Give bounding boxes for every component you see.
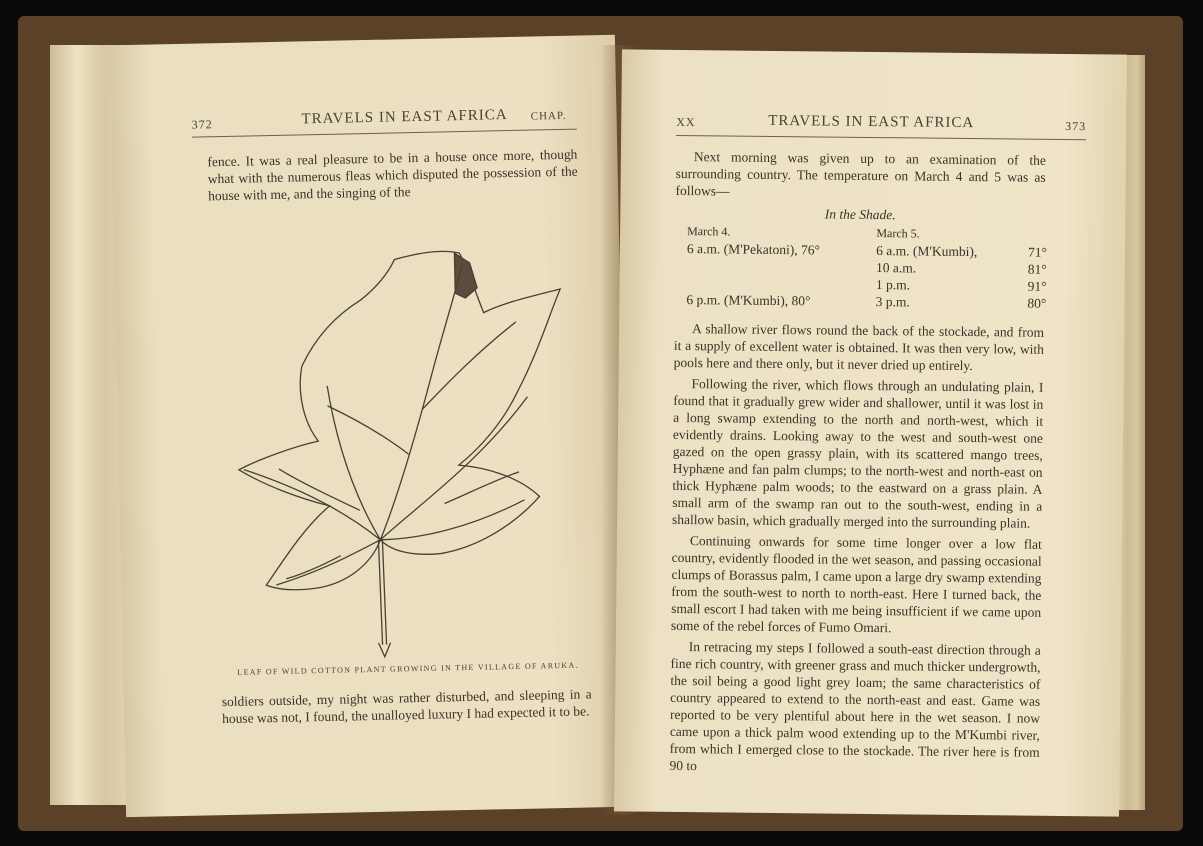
intro-paragraph: Next morning was given up to an examination of the surrounding country. The temperature on March 4 and 5 was as follows—: [675, 149, 1046, 199]
right-chapter-tag: XX: [676, 114, 696, 130]
right-page-number: 373: [1065, 119, 1087, 134]
table-cell: 81°: [1027, 261, 1047, 277]
left-text-bottom: soldiers outside, my night was rather disturbed, and sleeping in a house was not, I found, the unalloyed luxury I had expected it to be.: [221, 686, 592, 727]
table-cell: 6 p.m. (M'Kumbi), 80°: [686, 292, 811, 309]
right-page: [614, 49, 1127, 816]
body-paragraph: Following the river, which flows through an undulating plain, I found that it gradually grew wider and shallower, until it was lost in a long swamp extending to the north and north-west, which it evidently drains. Looking away to the west and south-west one gazed on the open grassy plain, with its scattered mango trees, Hyphæne and fan palm clumps; to the north-west and north-east on thick Hyphæne palm woods; to the eastward on a grass plain. A small arm of the swamp ran out to the south-west, ending in a shallow basin, which gradually merged into the surrounding plain.: [672, 376, 1044, 531]
left-page: [110, 35, 631, 817]
body-paragraph: A shallow river flows round the back of the stockade, and from it a supply of excellent water is obtained. It was then very low, with pools here and there only, but it never dried up entirely.: [673, 321, 1045, 374]
table-cell: 71°: [1027, 244, 1047, 260]
left-page-number: 372: [191, 117, 213, 132]
left-chapter-tag: CHAP.: [530, 109, 567, 123]
table-title: In the Shade.: [824, 206, 896, 223]
right-text: [669, 148, 1046, 778]
table-row: [686, 291, 1046, 312]
table-cell: 80°: [1027, 295, 1047, 311]
cotton-leaf-illustration: [213, 200, 593, 668]
table-header-march5: March 5.: [876, 226, 920, 241]
body-paragraph: In retracing my steps I followed a south-east direction through a fine rich country, with greener grass and much thicker undergrowth, the soil being a good light grey loam; the same characteristics of country appeared to extend to the north-east and east. Game was reported to be very plentiful about here in the wet season. I now came upon a thick palm wood extending up to the M'Kumbi river, from which I emerged close to the stockade. The river here is from 90 to: [669, 639, 1041, 774]
right-running-title: TRAVELS IN EAST AFRICA: [768, 112, 975, 132]
table-header-march4: March 4.: [687, 224, 731, 239]
temperature-table: [686, 223, 1047, 312]
table-cell: [686, 274, 875, 293]
figure-caption: LEAF OF WILD COTTON PLANT GROWING IN THE VILLAGE OF ARUKA.: [237, 660, 579, 677]
table-cell: 1 p.m.: [875, 277, 911, 293]
table-cell: 3 p.m.: [875, 294, 910, 310]
right-running-header: [676, 112, 1086, 138]
table-cell: 10 a.m.: [875, 260, 917, 276]
table-cell: [687, 257, 876, 276]
left-text-top: fence. It was a real pleasure to be in a house once more, though what with the numerous fleas which disputed the possession of the house with me, and the singing of the: [207, 146, 578, 204]
left-running-title: TRAVELS IN EAST AFRICA: [301, 107, 508, 128]
table-cell: 6 a.m. (M'Pekatoni), 76°: [686, 241, 821, 258]
table-cell: 91°: [1027, 278, 1047, 294]
left-running-header: [191, 105, 586, 135]
table-cell: 6 a.m. (M'Kumbi),: [876, 243, 978, 260]
body-paragraph: Continuing onwards for some time longer over a low flat country, evidently flooded in the wet season, and passing occasional clumps of Borassus palm, I came upon a large dry swamp extending from the south-west to north to north-east. Here I turned back, the small escort I had taken with me being insufficient if we came upon some of the rebel forces of Fumo Omari.: [670, 533, 1042, 636]
